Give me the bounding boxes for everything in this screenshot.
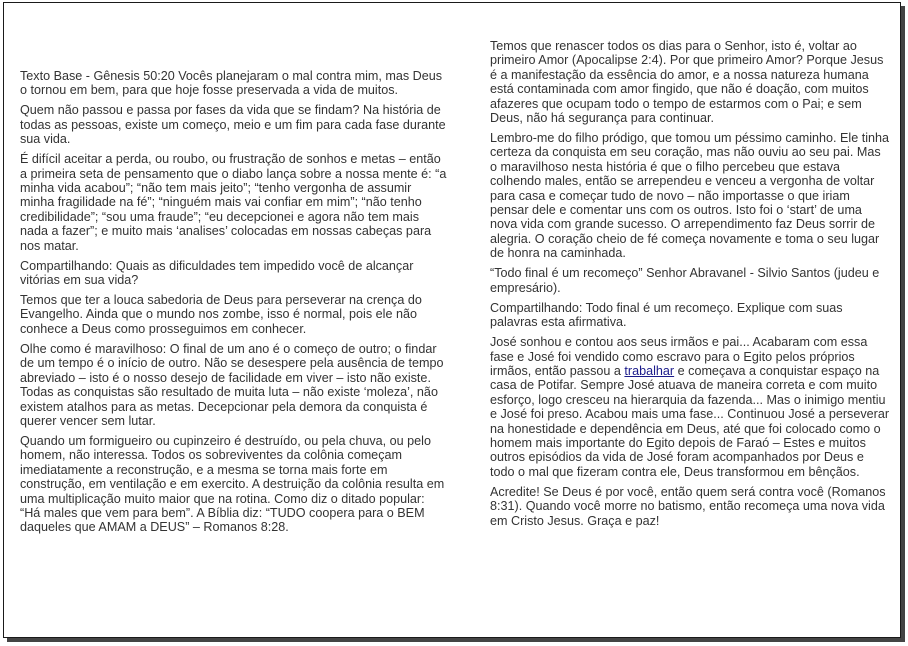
right-text-column xyxy=(490,39,891,534)
life-phases-paragraph: Quem não passou e passa por fases da vida que se findam? Na história de todas as pessoas, existe um começo, meio e um fim para cada fase durante sua vida. xyxy=(20,103,446,147)
prodigal-son-paragraph: Lembro-me do filho pródigo, que tomou um péssimo caminho. Ele tinha certeza da conquista em seu coração, mas não ouviu ao seu pai. Mas o maravilhoso nesta história é que o filho percebeu que estava colhendo males, então se arrependeu e venceu a vergonha de voltar para casa e começar tudo de novo – não importasse o que iriam pensar dele e comentar uns com os outros. Isto foi o ‘start’ de uma nova vida com grande sucesso. O arrependimento faz Deus sorrir de alegria. O coração cheio de fé começa novamente e toma o seu lugar de honra na caminhada. xyxy=(490,131,890,261)
joseph-text-start: José sonhou e contou aos seus irmãos e pai... Acabaram com essa fase e José foi vendido como escravo para o Egito pelos próprios irmãos, então passou a xyxy=(490,335,868,378)
sharing-question-2: Compartilhando: Todo final é um recomeço. Explique com suas palavras esta afirmativa. xyxy=(490,300,843,330)
new-beginning-paragraph: Olhe como é maravilhoso: O final de um ano é o começo de outro; o findar de um tempo é o início de outro. Não se desespere pela ausência de tempo abreviado – isto é o nosso desejo de facilidade em viver – isto não existe. Todas as conquistas são resultado de muita luta – não existe ‘moleza’, não existem atalhos para as metas. Decepcionar pela demora da conquista é querer vencer sem lutar. xyxy=(20,341,444,428)
joseph-text-end: e começava a conquistar espaço na casa de Potifar. Sempre José atuava de maneira correta e com muito esforço, logo cresceu na hierarquia da fazenda... Mas o inimigo mentiu e José foi preso. Acabou mais uma fase... Continuou José a perseverar na honestidade e dependência em Deus, até que foi colocado como o homem mais importante do Egito depois de Faraó – Estes e muitos outros episódios da vida de José foram acompanhados por Deus e todo o mal que fizeram contra ele, Deus transformou em bênçãos. xyxy=(490,363,890,479)
left-text-column xyxy=(20,69,448,540)
base-text-paragraph: Texto Base - Gênesis 50:20 Vocês planejaram o mal contra mim, mas Deus o tornou em bem, para que hoje fosse preservada a vida de muitos. xyxy=(20,69,443,98)
anthill-paragraph: Quando um formigueiro ou cupinzeiro é destruído, ou pela chuva, ou pelo homem, não interessa. Todos os sobreviventes da colônia começam imediatamente a reconstrução, e a mesma se torna mais forte em construção, em ventilação e em exercito. A destruição da colônia resulta em uma multiplicação muito maior que na rotina. Como diz o ditado popular: “Há males que vem para bem”. A Bíblia diz: “TUDO coopera para o BEM daqueles que AMAM a DEUS” – Romanos 8:28. xyxy=(20,433,445,535)
trabalhar-link[interactable]: trabalhar xyxy=(624,363,675,378)
loss-thoughts-paragraph: É difícil aceitar a perda, ou roubo, ou frustração de sonhos e metas – então a primeira seta de pensamento que o diabo lança sobre a nossa mente é: “a minha vida acabou”; “não tem mais jeito”; “tenho vergonha de assumir minha fragilidade na fé”; “ninguém mais vai confiar em mim”; “não tenho credibilidade”; “sou uma fraude”; “eu decepcionei e agora não tem mais nada a fazer”; e muito mais ‘analises’ colocadas em nossas cabeças para nos matar. xyxy=(20,152,447,253)
closing-paragraph: Acredite! Se Deus é por você, então quem será contra você (Romanos 8:31). Quando você morre no batismo, então recomeça uma nova vida em Cristo Jesus. Graça e paz! xyxy=(490,484,886,528)
first-love-paragraph: Temos que renascer todos os dias para o Senhor, isto é, voltar ao primeiro Amor (Apocalipse 2:4). Por que primeiro Amor? Porque Jesus é a manifestação da essência do amor, e a nossa natureza humana está contaminada com amor fingido, que não é doação, com muitos afazeres que ocupam todo o tempo de estarmos com o Pai; e sem Deus, não há segurança para continuar. xyxy=(490,39,884,126)
quote-paragraph: “Todo final é um recomeço” Senhor Abravanel - Silvio Santos (judeu e empresário). xyxy=(490,266,880,295)
joseph-paragraph xyxy=(490,335,891,479)
wisdom-paragraph: Temos que ter a louca sabedoria de Deus para perseverar na crença do Evangelho. Ainda que o mundo nos zombe, isso é normal, pois ele não conhece a Deus como prosseguimos em conhecer. xyxy=(20,293,422,336)
sharing-question-1: Compartilhando: Quais as dificuldades tem impedido você de alcançar vitórias em sua vida? xyxy=(20,258,414,288)
document-page xyxy=(3,2,901,638)
